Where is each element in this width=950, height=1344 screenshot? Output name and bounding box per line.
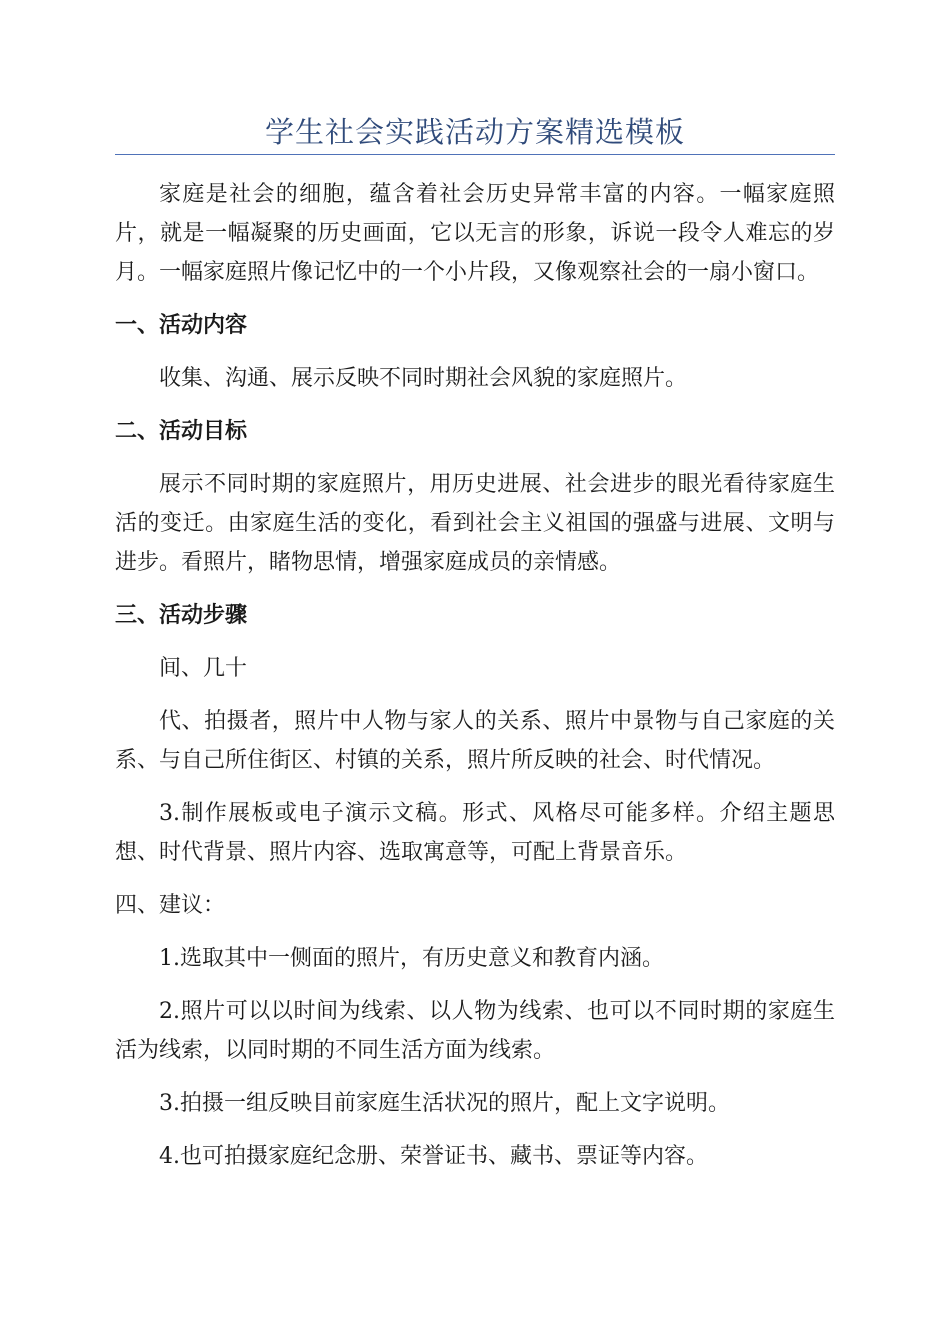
intro-paragraph: 家庭是社会的细胞，蕴含着社会历史异常丰富的内容。一幅家庭照片，就是一幅凝聚的历史画面，它以无言的形象，诉说一段令人难忘的岁月。一幅家庭照片像记忆中的一个小片段，又像观察社会的一扇小窗口。: [115, 182, 835, 285]
title-underline: [115, 154, 835, 155]
section-paragraph: 代、拍摄者，照片中人物与家人的关系、照片中景物与自己家庭的关系、与自己所住街区、村镇的关系，照片所反映的社会、时代情况。: [115, 709, 835, 773]
suggestion-item: 1.选取其中一侧面的照片，有历史意义和教育内涵。: [159, 946, 664, 971]
section-heading-steps: 三、活动步骤: [115, 603, 248, 628]
document-body: [115, 175, 835, 1190]
section-heading-goals: 二、活动目标: [115, 419, 248, 444]
section-paragraph: 展示不同时期的家庭照片，用历史进展、社会进步的眼光看待家庭生活的变迁。由家庭生活的变化，看到社会主义祖国的强盛与进展、文明与进步。看照片，睹物思情，增强家庭成员的亲情感。: [115, 472, 835, 575]
section-paragraph: 3.制作展板或电子演示文稿。形式、风格尽可能多样。介绍主题思想、时代背景、照片内容、选取寓意等，可配上背景音乐。: [115, 801, 835, 865]
suggestion-item: 4.也可拍摄家庭纪念册、荣誉证书、藏书、票证等内容。: [159, 1144, 708, 1169]
section-heading-suggestions: 四、建议：: [115, 893, 226, 918]
suggestion-item: 3.拍摄一组反映目前家庭生活状况的照片，配上文字说明。: [159, 1091, 730, 1116]
section-heading-content: 一、活动内容: [115, 313, 248, 338]
page-title: 学生社会实践活动方案精选模板: [264, 115, 685, 149]
section-paragraph: 收集、沟通、展示反映不同时期社会风貌的家庭照片。: [159, 366, 688, 391]
suggestion-item: 2.照片可以以时间为线索、以人物为线索、也可以不同时期的家庭生活为线索，以同时期的不同生活方面为线索。: [115, 999, 835, 1063]
section-paragraph: 间、几十: [159, 656, 248, 681]
